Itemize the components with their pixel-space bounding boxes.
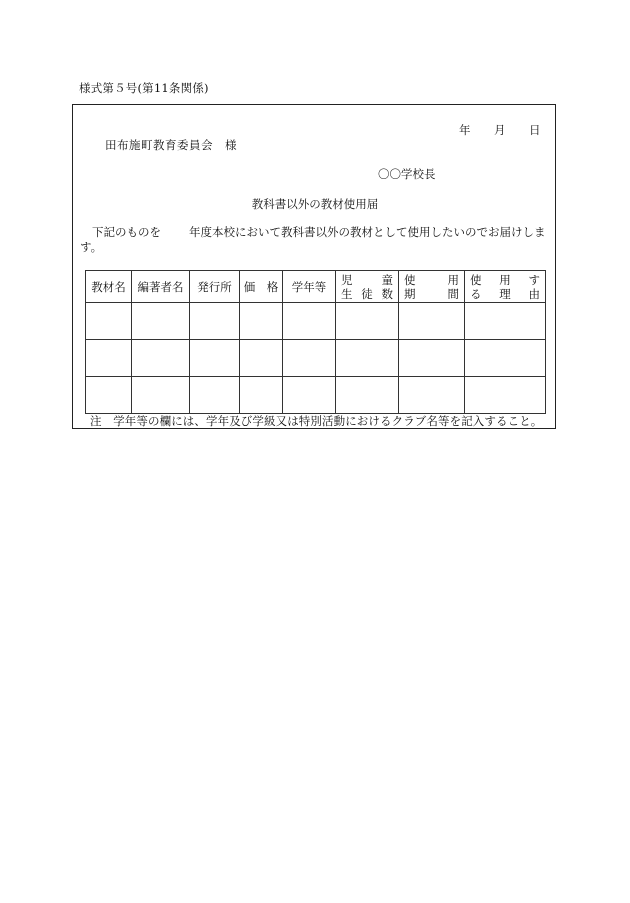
- table-cell[interactable]: [240, 377, 283, 414]
- table-cell[interactable]: [283, 303, 336, 340]
- table-cell[interactable]: [283, 340, 336, 377]
- table-cell[interactable]: [190, 303, 240, 340]
- table-cell[interactable]: [86, 303, 132, 340]
- table-cell[interactable]: [399, 303, 465, 340]
- table-cell[interactable]: [190, 377, 240, 414]
- body-text-part1: 下記のものを: [92, 225, 161, 239]
- table-header-row: [86, 271, 546, 303]
- table-cell[interactable]: [132, 303, 190, 340]
- table-cell[interactable]: [336, 340, 399, 377]
- date-day-label: 日: [529, 123, 541, 137]
- date-month-label: 月: [494, 123, 506, 137]
- table-cell[interactable]: [190, 340, 240, 377]
- table-cell[interactable]: [86, 340, 132, 377]
- table-row: [86, 340, 546, 377]
- table-cell[interactable]: [336, 303, 399, 340]
- header-grade: 学年等: [283, 271, 336, 303]
- table-cell[interactable]: [283, 377, 336, 414]
- materials-table: [85, 270, 546, 414]
- table-cell[interactable]: [465, 377, 546, 414]
- header-usage-reason: 使 用 す る 理 由: [465, 271, 546, 303]
- date-year-label: 年: [459, 123, 471, 137]
- footnote: 注 学年等の欄には、学年及び学級又は特別活動におけるクラブ名等を記入すること。: [90, 414, 543, 428]
- table-cell[interactable]: [240, 340, 283, 377]
- table-cell[interactable]: [86, 377, 132, 414]
- header-author: 編著者名: [132, 271, 190, 303]
- table-cell[interactable]: [399, 340, 465, 377]
- table-cell[interactable]: [399, 377, 465, 414]
- table-cell[interactable]: [132, 377, 190, 414]
- body-text-part2: 年度本校において教科書以外の教材として使用したいのでお届けします。: [80, 225, 546, 254]
- table-cell[interactable]: [240, 303, 283, 340]
- table-cell[interactable]: [132, 340, 190, 377]
- form-number-label: 様式第５号(第11条関係): [79, 81, 209, 95]
- document-title: 教科書以外の教材使用届: [251, 197, 379, 211]
- addressee: 田布施町教育委員会 様: [105, 138, 237, 152]
- request-body: [80, 225, 550, 255]
- table-cell[interactable]: [465, 303, 546, 340]
- header-student-count: 児 童 生 徒 数: [336, 271, 399, 303]
- table-row: [86, 377, 546, 414]
- table-cell[interactable]: [465, 340, 546, 377]
- header-price: 価 格: [240, 271, 283, 303]
- header-usage-period: 使 用 期 間: [399, 271, 465, 303]
- header-publisher: 発行所: [190, 271, 240, 303]
- table-cell[interactable]: [336, 377, 399, 414]
- sender-principal: 〇〇学校長: [378, 167, 436, 181]
- table-row: [86, 303, 546, 340]
- header-material-name: 教材名: [86, 271, 132, 303]
